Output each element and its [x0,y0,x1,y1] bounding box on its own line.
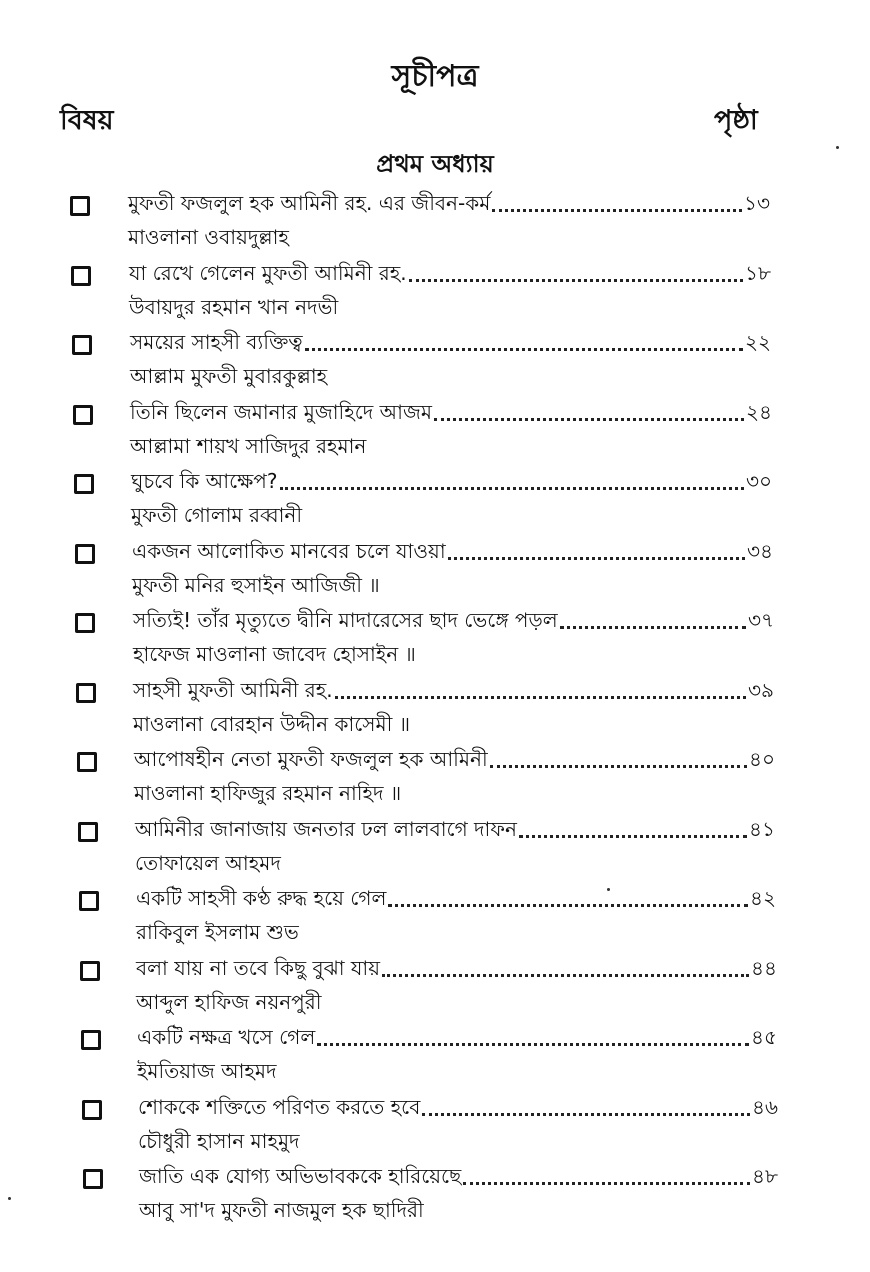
dot-leader [388,890,748,907]
toc-entry [0,188,870,260]
dot-leader [305,334,743,351]
checkbox-empty-icon [81,1030,101,1050]
checkbox-empty-icon [73,405,93,425]
toc-entry-line [133,675,774,705]
toc-entry-title: মুফতী ফজলুল হক আমিনী রহ. এর জীবন-কর্ম [128,191,491,215]
toc-entry-line [133,605,774,635]
dot-leader [335,682,746,699]
toc-entry-title: আমিনীর জানাজায় জনতার ঢল লালবাগে দাফন [135,817,517,841]
checkbox-empty-icon [72,335,92,355]
checkbox-empty-icon [80,961,100,981]
toc-entry-line [139,1161,778,1191]
toc-entry [0,814,870,886]
dot-leader [409,265,743,282]
scan-speck [836,146,839,149]
toc-entry-line [131,466,772,496]
toc-entry-title: একটি নক্ষত্র খসে গেল [137,1025,316,1049]
scan-speck [8,1197,11,1200]
checkbox-empty-icon [82,1100,102,1120]
toc-entry-author: আল্লামা শায়খ সাজিদুর রহমান [130,434,367,458]
dot-leader [492,195,742,212]
dot-leader [490,751,747,768]
page-title: সূচীপত্র [391,59,479,94]
toc-entry-line [137,1022,777,1052]
toc-entry-page: ৪০ [749,747,775,771]
toc-entry [0,536,870,608]
toc-entry-title: শোককে শক্তিতে পরিণত করতে হবে [138,1095,421,1119]
toc-entry-author: উবায়দুর রহমান খান নদভী [129,295,339,319]
toc-entry-page: ৩৪ [747,539,773,563]
toc-entry-author: ইমতিয়াজ আহমদ [137,1059,277,1083]
toc-entry-title: সত্যিই! তাঁর মৃত্যুতে দ্বীনি মাদারেসের ছাদ ভেঙ্গে পড়ল [133,608,558,632]
toc-entry-page: ৪১ [749,817,775,841]
toc-entry [0,1161,870,1233]
scan-speck [607,888,610,891]
toc-entry [0,605,870,677]
toc-entry-line [128,188,770,218]
checkbox-empty-icon [75,613,95,633]
toc-entry [0,327,870,399]
checkbox-empty-icon [76,683,96,703]
toc-entry-author: আল্লাম মুফতী মুবারকুল্লাহ [130,364,328,388]
toc-entry-page: ৩৯ [748,678,774,702]
toc-entry-author: তোফায়েল আহমদ [135,851,281,875]
checkbox-empty-icon [78,822,98,842]
toc-entry [0,953,870,1025]
toc-entry-line [129,258,771,288]
toc-entry [0,1092,870,1164]
toc-entry-title: একটি সাহসী কণ্ঠ রুদ্ধ হয়ে গেল [136,886,387,910]
toc-entry-author: চৌধুরী হাসান মাহমুদ [138,1129,300,1153]
toc-entry-author: মাওলানা ওবায়দুল্লাহ [128,225,289,249]
toc-entry-page: ৩০ [745,469,772,493]
dot-leader [317,1029,749,1046]
toc-entry-page: ১৩ [744,191,770,215]
toc-entry-page: ৪৬ [752,1095,778,1119]
chapter-heading: প্রথম অধ্যায় [376,150,494,178]
toc-entry-page: ১৮ [745,261,771,285]
toc-entry-title: যা রেখে গেলেন মুফতী আমিনী রহ. [129,261,407,285]
toc-entry-title: তিনি ছিলেন জমানার মুজাহিদে আজম [130,400,432,424]
toc-entry-title: একজন আলোকিত মানবের চলে যাওয়া [132,539,446,563]
toc-entry-line [136,953,777,983]
toc-entry-title: বলা যায় না তবে কিছু বুঝা যায় [136,956,380,980]
toc-entry [0,675,870,747]
toc-entry-author: মাওলানা হাফিজুর রহমান নাহিদ ॥ [134,781,402,805]
toc-entry-line [134,744,775,774]
column-header-subject: বিষয় [60,105,114,136]
checkbox-empty-icon [75,544,95,564]
toc-entry-author: আবু সা'দ মুফতী নাজমুল হক ছাদিরী [139,1198,424,1222]
dot-leader [280,473,744,490]
checkbox-empty-icon [83,1169,103,1189]
toc-entry-author: মুফতী মনির হুসাইন আজিজী ॥ [132,573,380,597]
toc-entry-author: আব্দুল হাফিজ নয়নপুরী [136,990,322,1014]
checkbox-empty-icon [77,752,97,772]
checkbox-empty-icon [74,474,94,494]
checkbox-empty-icon [70,196,90,216]
toc-entry-title: আপোষহীন নেতা মুফতী ফজলুল হক আমিনী [134,747,488,771]
toc-entry-page: ৪২ [750,886,776,910]
toc-entry-page: ২৪ [746,400,772,424]
dot-leader [560,612,746,629]
toc-entry-page: ৪৫ [751,1025,777,1049]
toc-entry [0,466,870,538]
toc-entry-page: ৪৮ [752,1164,778,1188]
toc-entry-line [130,397,772,427]
toc-entry [0,883,870,955]
checkbox-empty-icon [71,266,91,286]
column-header-page: পৃষ্ঠা [714,105,758,136]
toc-entry-line [132,536,773,566]
dot-leader [519,821,747,838]
toc-entry [0,744,870,816]
toc-entry-line [136,883,776,913]
toc-entry-author: মুফতী গোলাম রব্বানী [131,503,303,527]
dot-leader [463,1168,750,1185]
dot-leader [448,543,745,560]
toc-entry-page: ২২ [744,330,771,354]
toc-entry [0,258,870,330]
toc-entry-title: সময়ের সাহসী ব্যক্তিত্ব [130,330,303,354]
dot-leader [434,404,744,421]
toc-entry-line [130,327,771,357]
toc-entry-author: রাকিবুল ইসলাম শুভ [136,920,299,944]
dot-leader [382,960,749,977]
toc-entry [0,1022,870,1094]
toc-entry-author: মাওলানা বোরহান উদ্দীন কাসেমী ॥ [133,712,411,736]
dot-leader [422,1099,750,1116]
checkbox-empty-icon [79,891,99,911]
toc-entry-title: জাতি এক যোগ্য অভিভাবককে হারিয়েছে [139,1164,462,1188]
toc-entry-title: সাহসী মুফতী আমিনী রহ. [133,678,333,702]
toc-entry-author: হাফেজ মাওলানা জাবেদ হোসাইন ॥ [133,642,416,666]
toc-entry-title: ঘুচবে কি আক্ষেপ? [131,469,278,493]
toc-entry-page: ৪৪ [751,956,777,980]
toc-entry [0,397,870,469]
toc-entry-page: ৩৭ [747,608,774,632]
toc-entry-line [138,1092,778,1122]
toc-entry-line [135,814,775,844]
